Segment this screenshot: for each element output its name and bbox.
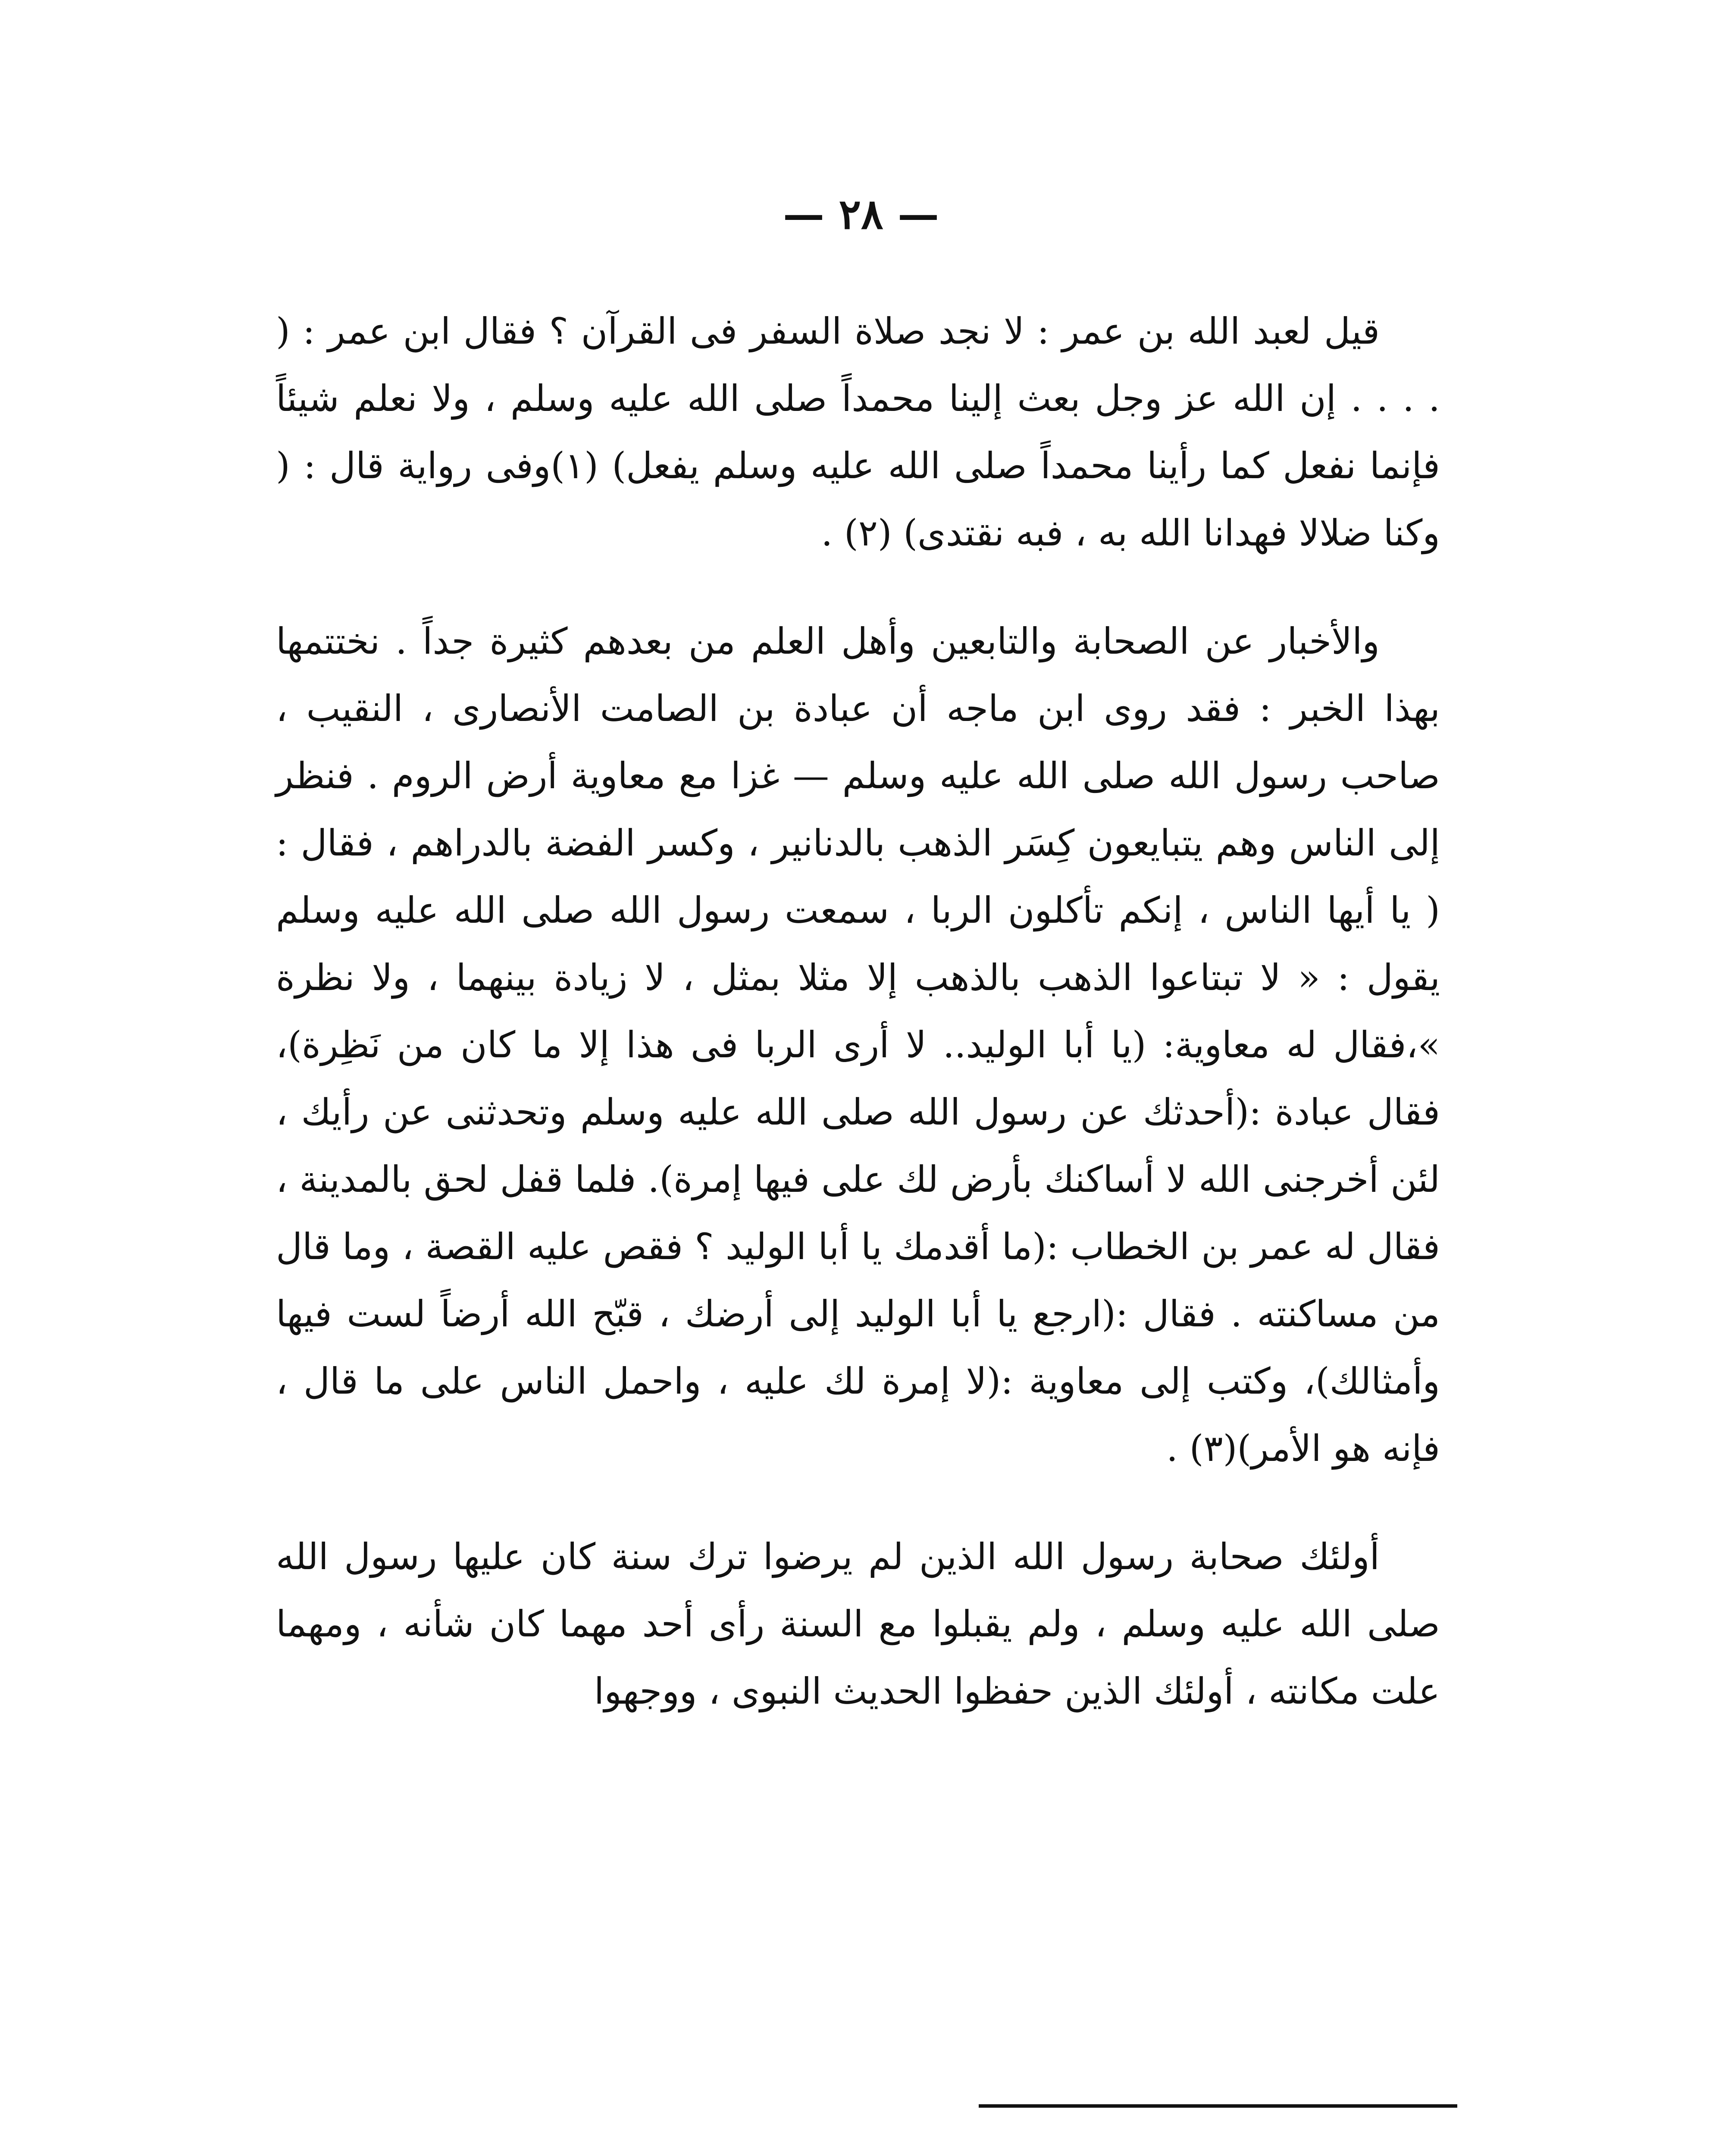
page-number: — ٢٨ — [783,190,939,238]
paragraph: قيل لعبد الله بن عمر : لا نجد صلاة السفر فى القرآن ؟ فقال ابن عمر : ( . . . . إن الله عز وجل بعث إلينا محمداً صلى الله عليه وسلم ، ولا نعلم شيئاً فإنما نفعل كما رأينا محمداً صلى الله عليه وسلم يفعل) (١)وفى رواية قال : ( وكنا ضلالا فهدانا الله به ، فبه نقتدى) (٢) . [276,310,1440,554]
paragraph: والأخبار عن الصحابة والتابعين وأهل العلم من بعدهم كثيرة جداً . نختتمها بهذا الخبر : فقد روى ابن ماجه أن عبادة بن الصامت الأنصارى ، النقيب ، صاحب رسول الله صلى الله عليه وسلم — غزا مع معاوية أرض الروم . فنظر إلى الناس وهم يتبايعون كِسَر الذهب بالدنانير ، وكسر الفضة بالدراهم ، فقال :( يا أيها الناس ، إنكم تأكلون الربا ، سمعت رسول الله صلى الله عليه وسلم يقول : « لا تبتاعوا الذهب بالذهب إلا مثلا بمثل ، لا زيادة بينهما ، ولا نظرة »،فقال له معاوية: (يا أبا الوليد.. لا أرى الربا فى هذا إلا ما كان من نَظِرة)، فقال عبادة :(أحدثك عن رسول الله صلى الله عليه وسلم وتحدثنى عن رأيك ، لئن أخرجنى الله لا أساكنك بأرض لك على فيها إمرة). فلما قفل لحق بالمدينة ، فقال له عمر بن الخطاب :(ما أقدمك يا أبا الوليد ؟ فقص عليه القصة ، وما قال من مساكنته . فقال :(ارجع يا أبا الوليد إلى أرضك ، قبّح الله أرضاً لست فيها وأمثالك)، وكتب إلى معاوية :(لا إمرة لك عليه ، واحمل الناس على ما قال ، فإنه هو الأمر)(٣) . [276,620,1440,1470]
main-text [276,298,1440,1725]
footnote-separator [979,2104,1457,2108]
paragraph: أولئك صحابة رسول الله الذين لم يرضوا ترك سنة كان عليها رسول الله صلى الله عليه وسلم ، ولم يقبلوا مع السنة رأى أحد مهما كان شأنه ، ومهما علت مكانته ، أولئك الذين حفظوا الحديث النبوى ، ووجهوا [276,1536,1440,1712]
